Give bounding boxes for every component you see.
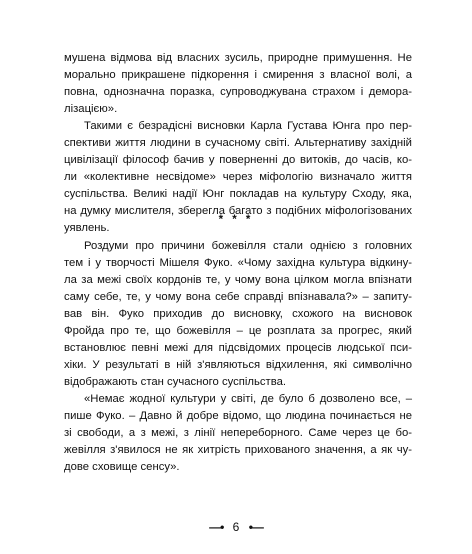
text-block-3 [64, 238, 412, 391]
text-line: ли «колективне несвідоме» через міфологію визначало життя [64, 171, 412, 184]
text-line: на думку мислителя, зберегла багато з подібних міфологізованих [64, 205, 412, 218]
text-line: відображають стан сучасного суспільства. [64, 376, 287, 389]
text-block-4 [64, 391, 412, 476]
text-line: повна, однозначна поразка, супроводжувана страхом і деморa- [64, 86, 412, 99]
text-block-1 [64, 50, 412, 118]
text-line: цивілізації філософ бачив у поверненні до витоків, до часів, ко- [64, 154, 412, 167]
text-line: тем і у творчості Мішеля Фуко. «Чому західна культура відкину- [64, 257, 412, 270]
text-line: Роздуми про причини божевілля стали однією з головних [84, 240, 412, 252]
text-line: вав він. Фуко приходив до висновку, схожого на висновок [64, 308, 412, 321]
text-line: Фройда про те, що божевілля – це розплата за прогрес, який [64, 325, 412, 338]
text-line: дове сховище сенсу». [64, 461, 180, 474]
footer-right-mark: •— [248, 520, 263, 534]
text-line: морально прикрашене підкорення і смирення з власної волі, а [64, 69, 412, 82]
page-footer [0, 520, 472, 534]
text-line: ла за межі своїх кордонів те, у чому вона цілком могла впізнати [64, 274, 412, 287]
text-line: Такими є безрадісні висновки Карла Густава Юнга про пер- [84, 120, 412, 132]
section-separator: * * * [218, 214, 254, 226]
text-line: спективи життя людини в сучасному світі. Альтернативу західній [64, 137, 412, 150]
text-line: уявлень. [64, 222, 110, 235]
text-line: суспільства. Великі надії Юнг покладав на культуру Сходу, яка, [64, 188, 412, 201]
text-line: лізацією». [64, 103, 118, 116]
text-line: хіки. У результаті в ній з'являються відхилення, які символічно [64, 359, 412, 372]
text-line: пише Фуко. – Давно й добре відомо, що людина починається не [64, 410, 412, 423]
footer-left-mark: —• [209, 520, 224, 534]
text-line: мушена відмова від власних зусиль, природне примушення. Не [64, 52, 412, 64]
text-line: саму себе, те, у чому вона себе справді впізнавала?» – запиту- [64, 291, 412, 304]
text-line: жевілля з'явилося не як хитрість прихованого значення, а як чу- [64, 444, 412, 457]
text-line: «Немає жодної культури у світі, де було б дозволено все, – [84, 393, 412, 405]
page-number: 6 [232, 520, 240, 534]
text-line: зі свободи, а з межі, з лінії непереборного. Саме через це бо- [64, 427, 412, 440]
text-line: встановлює певні межі для підсвідомих процесів людської пси- [64, 342, 412, 355]
